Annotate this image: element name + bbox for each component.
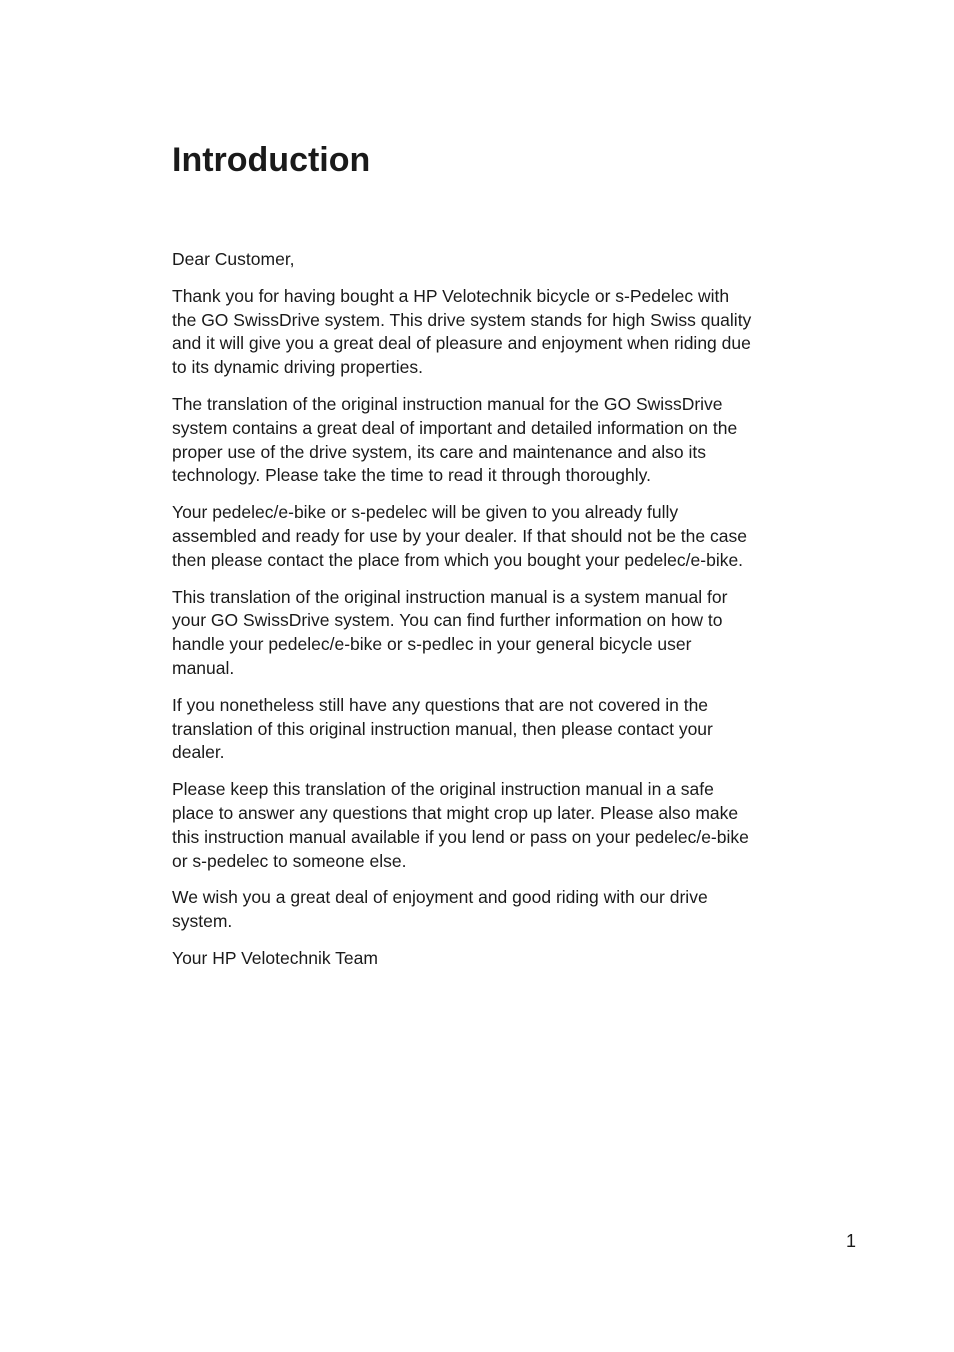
salutation: Dear Customer,: [172, 249, 295, 269]
paragraph-assembly: Your pedelec/e-bike or s-pedelec will be given to you already fully assembled and ready for use by your dealer. If that should not be the case then please contact the place from which you bought your pedelec/e-bike.: [172, 502, 747, 570]
page-number: 1: [846, 1231, 857, 1251]
paragraph-keep-manual: Please keep this translation of the original instruction manual in a safe place to answer any questions that might crop up later. Please also make this instruction manual available if you lend or pass on your pedelec/e-bike or s-pedelec to someone else.: [172, 779, 749, 871]
paragraph-thank-you: Thank you for having bought a HP Velotechnik bicycle or s-Pedelec with the GO SwissDrive system. This drive system stands for high Swiss quality and it will give you a great deal of pleasure and enjoyment when riding due to its dynamic driving properties.: [172, 285, 752, 378]
paragraph-system-manual: This translation of the original instruction manual is a system manual for your GO SwissDrive system. You can find further information on how to handle your pedelec/e-bike or s-pedlec in your general bicycle user manual.: [172, 586, 728, 678]
paragraph-wishes: We wish you a great deal of enjoyment and good riding with our drive system.: [172, 887, 708, 932]
paragraph-questions: If you nonetheless still have any questions that are not covered in the translation of this original instruction manual, then please contact your dealer.: [172, 694, 713, 763]
page-title: Introduction: [172, 141, 371, 179]
paragraph-manual-contents: The translation of the original instruction manual for the GO SwissDrive system contains a great deal of important and detailed information on the proper use of the drive system, its care and maintenance and also its technology. Please take the time to read it through thoroughly.: [172, 393, 738, 486]
signature: Your HP Velotechnik Team: [172, 947, 378, 968]
body-text: [172, 248, 752, 984]
